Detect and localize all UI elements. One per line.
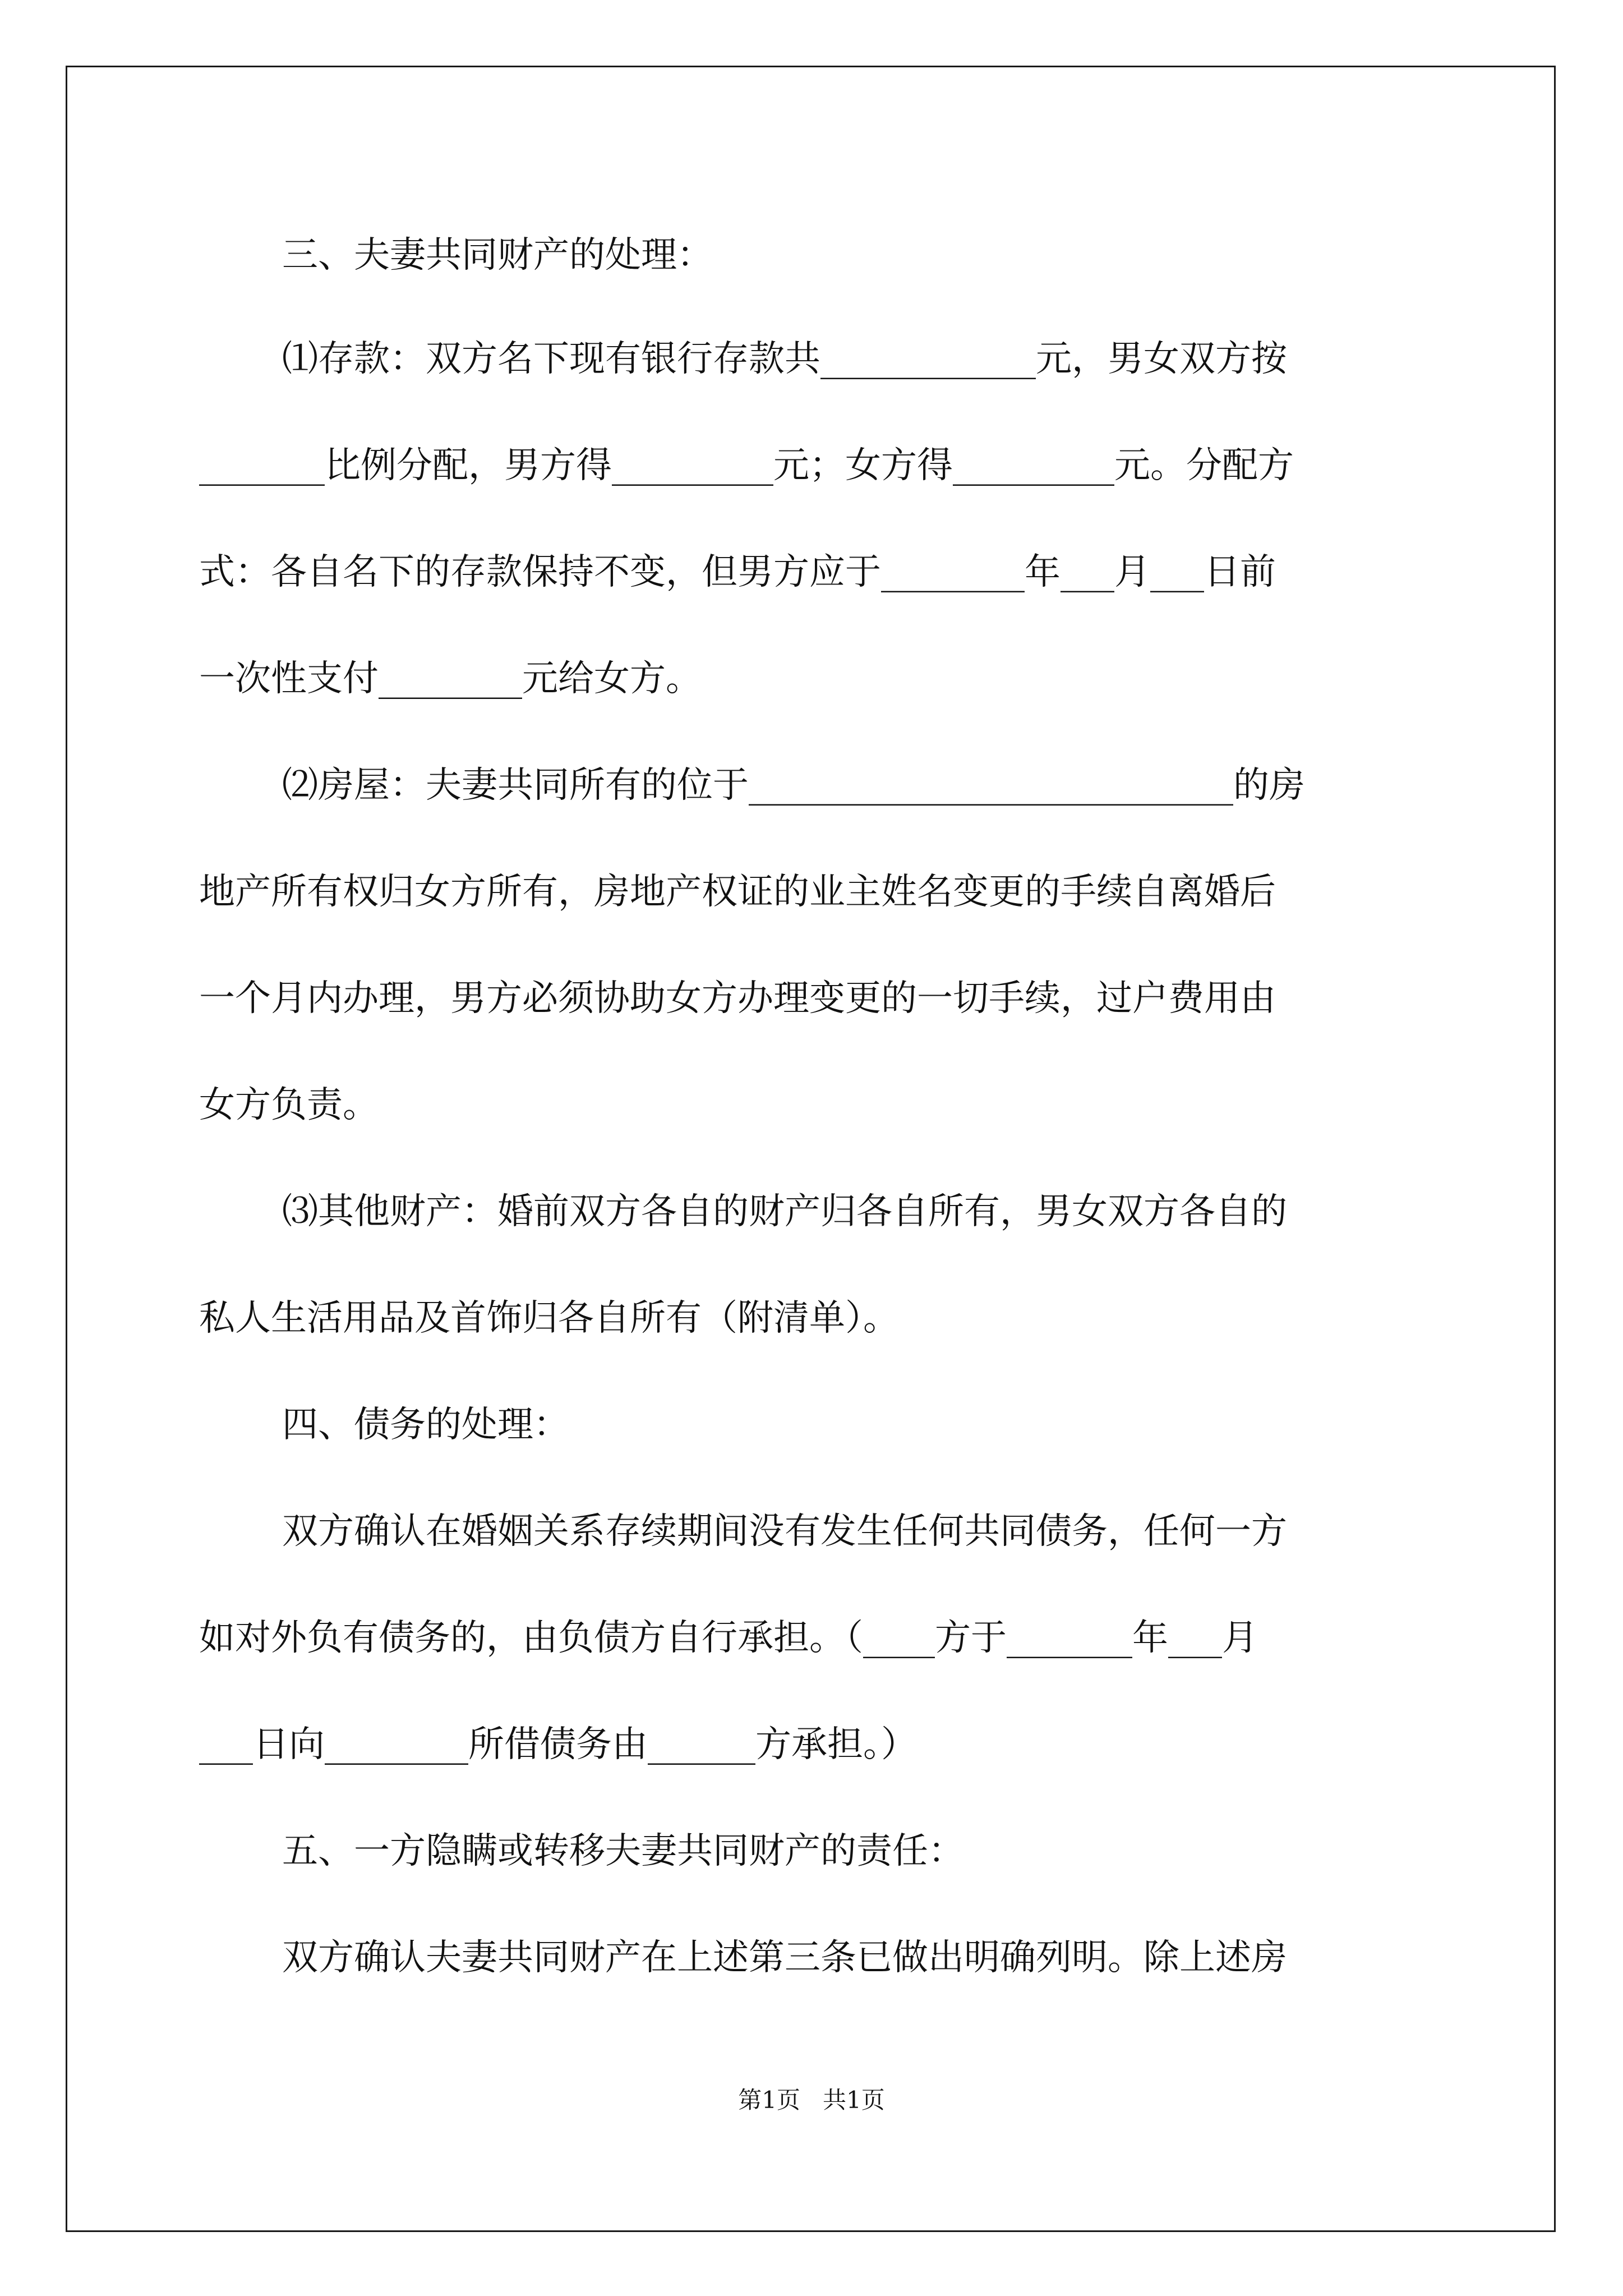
paragraph-other-line-2: 私人生活用品及首饰归各自所有（附清单）。 <box>199 1297 899 1339</box>
section-heading-3: 三、夫妻共同财产的处理： <box>282 234 713 276</box>
paragraph-house-line-3: 一个月内办理，男方必须协助女方办理变更的一切手续，过户费用由 <box>199 978 1276 1019</box>
page-border <box>66 66 1556 2232</box>
paragraph-concealment-line-1: 双方确认夫妻共同财产在上述第三条已做出明确列明。除上述房 <box>282 1937 1287 1978</box>
paragraph-other-line-1: ⑶其他财产：婚前双方各自的财产归各自所有，男女双方各自的 <box>282 1191 1287 1232</box>
paragraph-debt-line-3: ___日向________所借债务由______方承担。） <box>199 1724 917 1765</box>
section-heading-5: 五、一方隐瞒或转移夫妻共同财产的责任： <box>282 1830 964 1872</box>
paragraph-deposit-line-1: ⑴存款：双方名下现有银行存款共____________元，男女双方按 <box>282 338 1287 380</box>
paragraph-house-line-1: ⑵房屋：夫妻共同所有的位于___________________________的房 <box>282 765 1305 806</box>
paragraph-deposit-line-2: _______比例分配，男方得_________元；女方得_________元。分配方 <box>199 445 1294 486</box>
section-heading-4: 四、债务的处理： <box>282 1404 569 1446</box>
paragraph-debt-line-2: 如对外负有债务的，由负债方自行承担。（____方于_______年___月 <box>199 1617 1258 1659</box>
paragraph-deposit-line-4: 一次性支付________元给女方。 <box>199 658 702 700</box>
paragraph-house-line-4: 女方负责。 <box>199 1084 379 1126</box>
paragraph-deposit-line-3: 式：各自名下的存款保持不变，但男方应于________年___月___日前 <box>199 551 1276 593</box>
paragraph-debt-line-1: 双方确认在婚姻关系存续期间没有发生任何共同债务，任何一方 <box>282 1511 1287 1552</box>
paragraph-house-line-2: 地产所有权归女方所有，房地产权证的业主姓名变更的手续自离婚后 <box>199 871 1276 913</box>
page-footer: 第1页 共1页 <box>738 2086 885 2114</box>
